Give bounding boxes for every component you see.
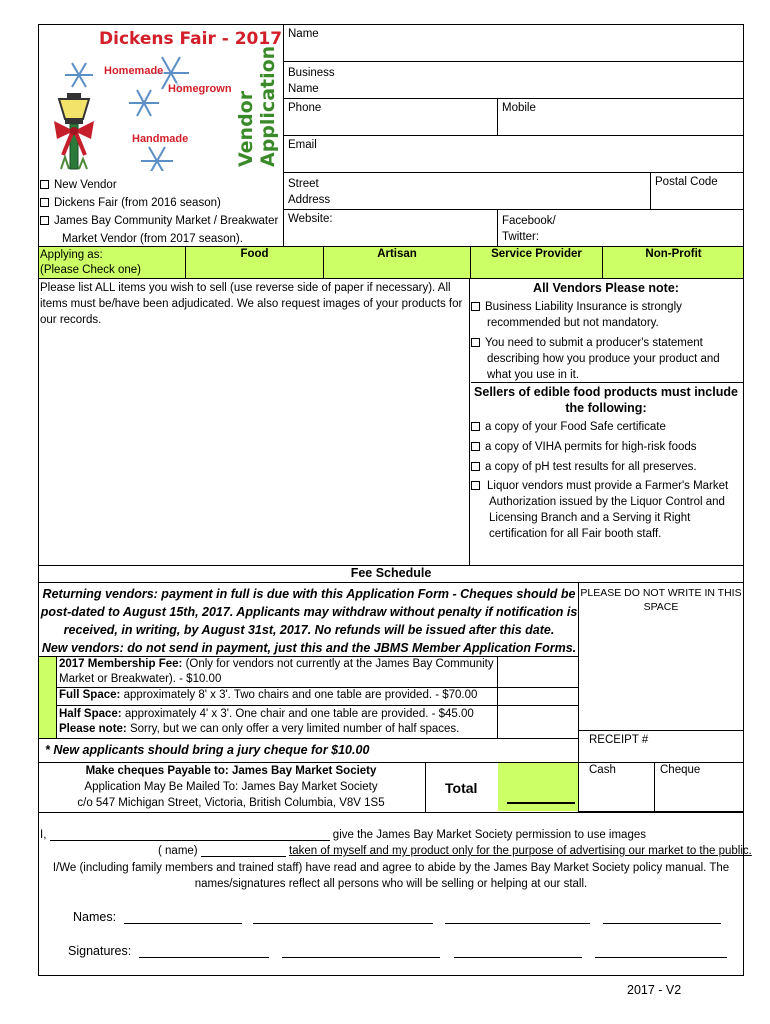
note-producer-text-3: what you use in it. [487, 369, 580, 381]
agreement-line-2: names/signatures reflect all persons who will be selling or helping at our stall. [194, 878, 588, 890]
terms-line-4: New vendors: do not send in payment, just this and the JBMS Member Application Forms. [41, 641, 577, 655]
postal-label: Postal Code [655, 176, 718, 188]
name-input-2[interactable] [253, 911, 433, 924]
street-address-field[interactable] [283, 172, 651, 210]
liquor-checkbox[interactable] [471, 481, 480, 490]
jury-cheque-note: * New applicants should bring a jury cheque for $10.00 [45, 743, 370, 757]
liquor-text-2: Authorization issued by the Liquor Control and [489, 496, 725, 508]
viha-item [471, 439, 741, 455]
consent-line-2 [40, 844, 752, 857]
liquor-text: Liquor vendors must provide a Farmer's Market [487, 480, 729, 492]
divider [56, 687, 578, 688]
jbcm-option[interactable] [40, 212, 284, 230]
business-label: Business [288, 67, 335, 79]
jbcm-label: James Bay Community Market / Breakwater [54, 215, 279, 227]
name-input-3[interactable] [445, 911, 590, 924]
ph-item [471, 459, 741, 475]
consent-give: give the James Bay Market Society permission to use images [332, 829, 646, 841]
note-insurance [471, 299, 741, 315]
option-non-profit[interactable]: Non-Profit [645, 248, 702, 260]
divider [578, 730, 744, 731]
payable-to: Make cheques Payable to: James Bay Market Society [85, 765, 377, 777]
cash-label: Cash [589, 764, 616, 776]
insurance-checkbox[interactable] [471, 302, 480, 311]
divider [56, 705, 578, 706]
agreement-text [40, 860, 742, 892]
note-insurance-text: Business Liability Insurance is strongly [485, 301, 682, 313]
tag-handmade: Handmade [132, 133, 189, 145]
half-space-row [59, 707, 495, 737]
office-use-line-2: SPACE [643, 601, 679, 613]
business-name-field[interactable] [283, 61, 744, 99]
liquor-item [471, 478, 741, 494]
half-space-note-text: Sorry, but we can only offer a very limited number of half spaces. [129, 723, 460, 735]
vendors-note-panel [471, 280, 741, 383]
food-requirements-panel [471, 384, 741, 542]
jbcm-checkbox[interactable] [40, 216, 49, 225]
full-space-row [59, 689, 495, 701]
mobile-field[interactable] [497, 98, 744, 136]
signature-input-2[interactable] [282, 945, 440, 958]
vendors-note-heading: All Vendors Please note: [533, 281, 679, 295]
applying-label [40, 248, 141, 278]
note-producer-text: You need to submit a producer's statement [485, 337, 703, 349]
website-label: Website: [288, 213, 333, 225]
website-field[interactable] [283, 209, 498, 247]
divider [578, 762, 744, 763]
half-space-label: Half Space: [59, 708, 122, 720]
business-label-2: Name [288, 83, 319, 95]
food-safe-checkbox[interactable] [471, 422, 480, 431]
facebook-label: Facebook/ [502, 215, 556, 227]
divider [56, 656, 57, 738]
option-food[interactable]: Food [240, 248, 269, 260]
vendor-word: Vendor [235, 90, 257, 167]
consent-line-1 [40, 828, 740, 841]
viha-checkbox[interactable] [471, 442, 480, 451]
name-input-4[interactable] [603, 911, 721, 924]
version-label: 2017 - V2 [627, 983, 682, 997]
vendor-type-group [40, 176, 284, 248]
membership-text-2: Market or Breakwater). - $10.00 [59, 673, 222, 685]
new-vendor-option[interactable] [40, 176, 284, 194]
membership-fee-row [59, 657, 495, 687]
consent-line-blank [201, 844, 286, 857]
agreement-line-1: I/We (including family members and trained staff) have read and agree to abide by the James Bay Market Society policy manual. The [52, 862, 730, 874]
mobile-label: Mobile [502, 102, 536, 114]
signature-input-4[interactable] [595, 945, 727, 958]
cheque-label: Cheque [660, 764, 701, 776]
new-vendor-checkbox[interactable] [40, 180, 49, 189]
terms-line-1: Returning vendors: payment in full is due with this Application Form - Cheques should be [42, 587, 576, 601]
mail-to: Application May Be Mailed To: James Bay Market Society [84, 781, 378, 793]
option-artisan[interactable]: Artisan [377, 248, 417, 260]
email-field[interactable] [283, 135, 744, 173]
signature-input-1[interactable] [139, 945, 269, 958]
liquor-text-4: certification for all Fair booth staff. [489, 528, 662, 540]
phone-field[interactable] [283, 98, 498, 136]
total-label: Total [445, 780, 478, 796]
jbcm-label-2: Market Vendor (from 2017 season). [62, 233, 243, 245]
returning-vendor-terms [40, 585, 578, 657]
membership-checkbox-cell[interactable] [39, 657, 56, 738]
ph-checkbox[interactable] [471, 462, 480, 471]
consent-i: I, [40, 829, 47, 841]
signatures-label: Signatures: [68, 944, 132, 958]
street-label: Street [288, 178, 319, 190]
half-space-text: approximately 4' x 3'. One chair and one table are provided. - $45.00 [124, 708, 474, 720]
food-safe-text: a copy of your Food Safe certificate [485, 421, 666, 433]
postal-code-field[interactable] [650, 172, 744, 210]
full-space-text: approximately 8' x 3'. Two chairs and one table are provided. - $70.00 [123, 689, 478, 701]
names-label: Names: [73, 910, 117, 924]
logo-area [39, 25, 283, 171]
address-label: Address [288, 194, 331, 206]
fair-title: Dickens Fair - 2017 [99, 29, 283, 49]
total-underline [507, 802, 575, 804]
social-field[interactable] [497, 209, 744, 247]
application-word: Application [257, 45, 279, 167]
signatures-row [68, 944, 727, 958]
food-safe-item [471, 419, 741, 435]
items-instructions: Please list ALL items you wish to sell (use reverse side of paper if necessary). All items must be/have been adjudicated. We also request images of your products for our records. [40, 282, 463, 326]
note-producer-text-2: describing how you produce your product and [487, 353, 720, 365]
phone-label: Phone [288, 102, 322, 114]
consent-name-hint: ( name) [158, 845, 198, 857]
fee-schedule-heading: Fee Schedule [350, 566, 432, 580]
producer-checkbox[interactable] [471, 338, 480, 347]
consent-name-input[interactable] [50, 828, 330, 841]
terms-line-3: received, in writing, by August 31st, 2017. No refunds will be issued after this date. [63, 623, 555, 637]
liquor-text-3: Licensing Branch and a Serving it Right [489, 512, 691, 524]
food-heading-2: the following: [565, 401, 647, 415]
dickens-label: Dickens Fair (from 2016 season) [54, 197, 221, 209]
half-space-note-label: Please note: [59, 723, 127, 735]
divider [38, 738, 578, 739]
divider [425, 762, 426, 812]
office-use-box [578, 582, 744, 812]
new-vendor-label: New Vendor [54, 179, 117, 191]
food-heading: Sellers of edible food products must include [474, 385, 738, 399]
vendor-application-vertical [235, 45, 279, 169]
dickens-option[interactable] [40, 194, 284, 212]
applying-label-1: Applying as: [40, 249, 103, 261]
note-producer [471, 335, 741, 351]
tag-homegrown: Homegrown [168, 83, 232, 95]
receipt-label: RECEIPT # [589, 734, 649, 746]
consent-taken: taken of myself and my product only for the purpose of advertising our market to the public. [289, 845, 752, 857]
full-space-label: Full Space: [59, 689, 121, 701]
dickens-checkbox[interactable] [40, 198, 49, 207]
divider [38, 812, 744, 813]
divider [497, 656, 498, 738]
membership-label: 2017 Membership Fee: [59, 658, 183, 670]
names-row [73, 910, 721, 924]
office-use-label [579, 586, 743, 614]
viha-text: a copy of VIHA permits for high-risk foods [485, 441, 697, 453]
ph-text: a copy of pH test results for all preserves. [485, 461, 697, 473]
note-insurance-text-2: recommended but not mandatory. [487, 317, 659, 329]
terms-line-2: post-dated to August 15th, 2017. Applicants may withdraw without penalty if notification is [40, 605, 578, 619]
office-use-line-1: PLEASE DO NOT WRITE IN THIS [580, 587, 742, 599]
name-label: Name [288, 28, 319, 40]
name-input-1[interactable] [124, 911, 242, 924]
name-field[interactable] [283, 24, 744, 62]
option-service-provider[interactable]: Service Provider [491, 248, 582, 260]
tag-homemade: Homemade [104, 65, 164, 77]
applying-label-2: (Please Check one) [40, 264, 141, 276]
divider [654, 762, 655, 812]
mail-address: c/o 547 Michigan Street, Victoria, British Columbia, V8V 1S5 [77, 797, 385, 809]
twitter-label: Twitter: [502, 231, 540, 243]
signature-input-3[interactable] [454, 945, 582, 958]
membership-text: (Only for vendors not currently at the James Bay Community [185, 658, 494, 670]
divider [471, 382, 744, 383]
email-label: Email [288, 139, 317, 151]
payment-info [40, 763, 422, 811]
